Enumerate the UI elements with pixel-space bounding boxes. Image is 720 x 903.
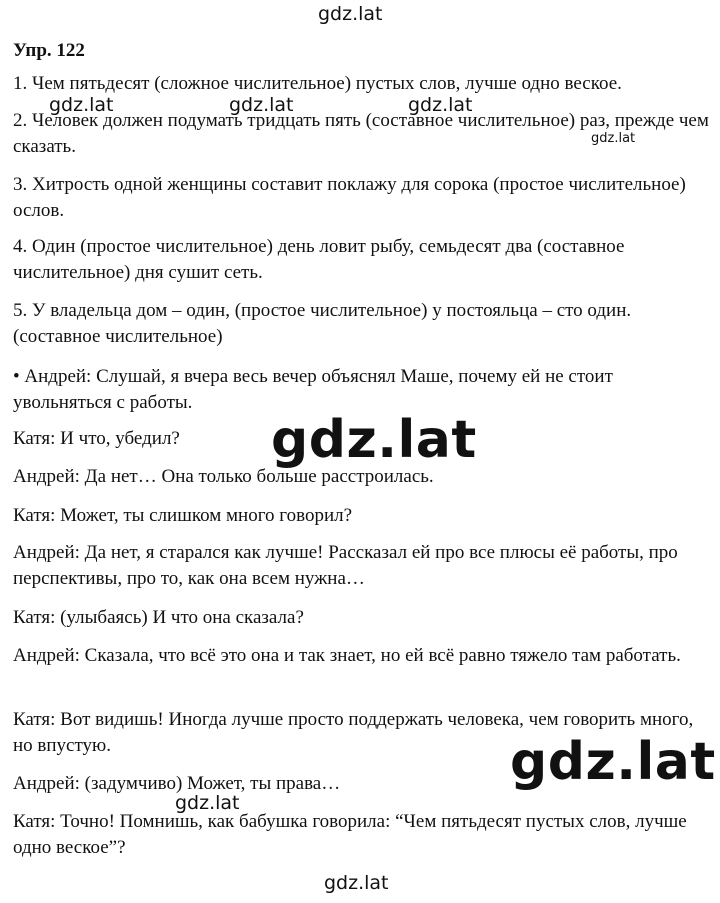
sentence-4: 4. Один (простое числительное) день ловит рыбу, семьдесят два (составное числительное) дня сушит сеть. (13, 236, 625, 283)
dialogue-line: Катя: Вот видишь! Иногда лучше просто поддержать человека, чем говорить много, но впустую. (13, 709, 694, 756)
sentence-5: 5. У владельца дом – один, (простое числительное) у постояльца – сто один. (составное числительное) (13, 300, 632, 347)
watermark-bottom: gdz.lat (324, 872, 389, 894)
dialogue-line: • Андрей: Слушай, я вчера весь вечер объяснял Маше, почему ей не стоит увольняться с работы. (13, 366, 613, 413)
watermark-small-right: gdz.lat (591, 131, 636, 146)
dialogue-line: Андрей: Да нет… Она только больше расстроилась. (13, 466, 434, 487)
watermark-lower-small: gdz.lat (175, 792, 240, 814)
watermark-row-1: gdz.lat (49, 94, 114, 116)
dialogue-line: Катя: И что, убедил? (13, 428, 180, 449)
sentence-1: 1. Чем пятьдесят (сложное числительное) пустых слов, лучше одно веское. (13, 73, 622, 94)
watermark-row-3: gdz.lat (408, 94, 473, 116)
dialogue-line: Андрей: Да нет, я старался как лучше! Рассказал ей про все плюсы её работы, про перспективы, про то, как она всем нужна… (13, 542, 678, 589)
watermark-row-2: gdz.lat (229, 94, 294, 116)
watermark-big-right: gdz.lat (510, 732, 716, 792)
dialogue-line: Андрей: Сказала, что всё это она и так знает, но ей всё равно тяжело там работать. (13, 645, 681, 666)
watermark-top: gdz.lat (318, 3, 383, 25)
sentence-2: 2. Человек должен подумать тридцать пять (составное числительное) раз, прежде чем сказать. (13, 110, 709, 157)
dialogue-line: Катя: (улыбаясь) И что она сказала? (13, 607, 304, 628)
exercise-title: Упр. 122 (13, 40, 85, 61)
dialogue-line: Катя: Точно! Помнишь, как бабушка говорила: “Чем пятьдесят пустых слов, лучше одно веское”? (13, 811, 687, 858)
dialogue-line: Андрей: (задумчиво) Может, ты права… (13, 773, 341, 794)
dialogue-line: Катя: Может, ты слишком много говорил? (13, 505, 353, 526)
sentence-3: 3. Хитрость одной женщины составит поклажу для сорока (простое числительное) ослов. (13, 174, 686, 221)
watermark-big-center: gdz.lat (271, 410, 477, 470)
